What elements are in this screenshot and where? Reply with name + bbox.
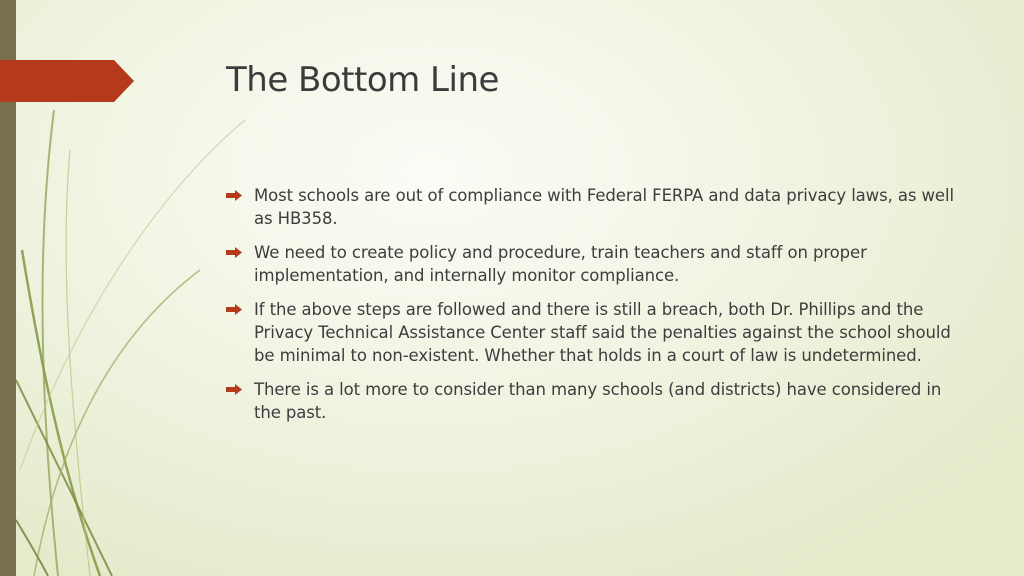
list-item — [226, 378, 966, 425]
bullet-text: Most schools are out of compliance with Federal FERPA and data privacy laws, as well as HB358. — [254, 186, 954, 229]
right-arrow-icon — [226, 190, 242, 201]
list-item — [226, 298, 966, 368]
right-arrow-icon — [226, 304, 242, 315]
bullet-list — [226, 184, 966, 435]
slide-title: The Bottom Line — [226, 60, 499, 100]
right-arrow-icon — [226, 384, 242, 395]
bullet-text: There is a lot more to consider than many schools (and districts) have considered in the past. — [254, 379, 942, 423]
title-accent-flag — [0, 60, 134, 102]
list-item — [226, 241, 966, 288]
bullet-text: We need to create policy and procedure, train teachers and staff on proper implementation, and internally monitor compliance. — [254, 242, 867, 286]
right-arrow-icon — [226, 247, 242, 258]
bullet-text: If the above steps are followed and there is still a breach, both Dr. Phillips and the Privacy Technical Assistance Center staff said the penalties against the school should be minimal to non-existent. Whether that holds in a court of law is undetermined. — [254, 299, 951, 366]
list-item — [226, 184, 966, 231]
